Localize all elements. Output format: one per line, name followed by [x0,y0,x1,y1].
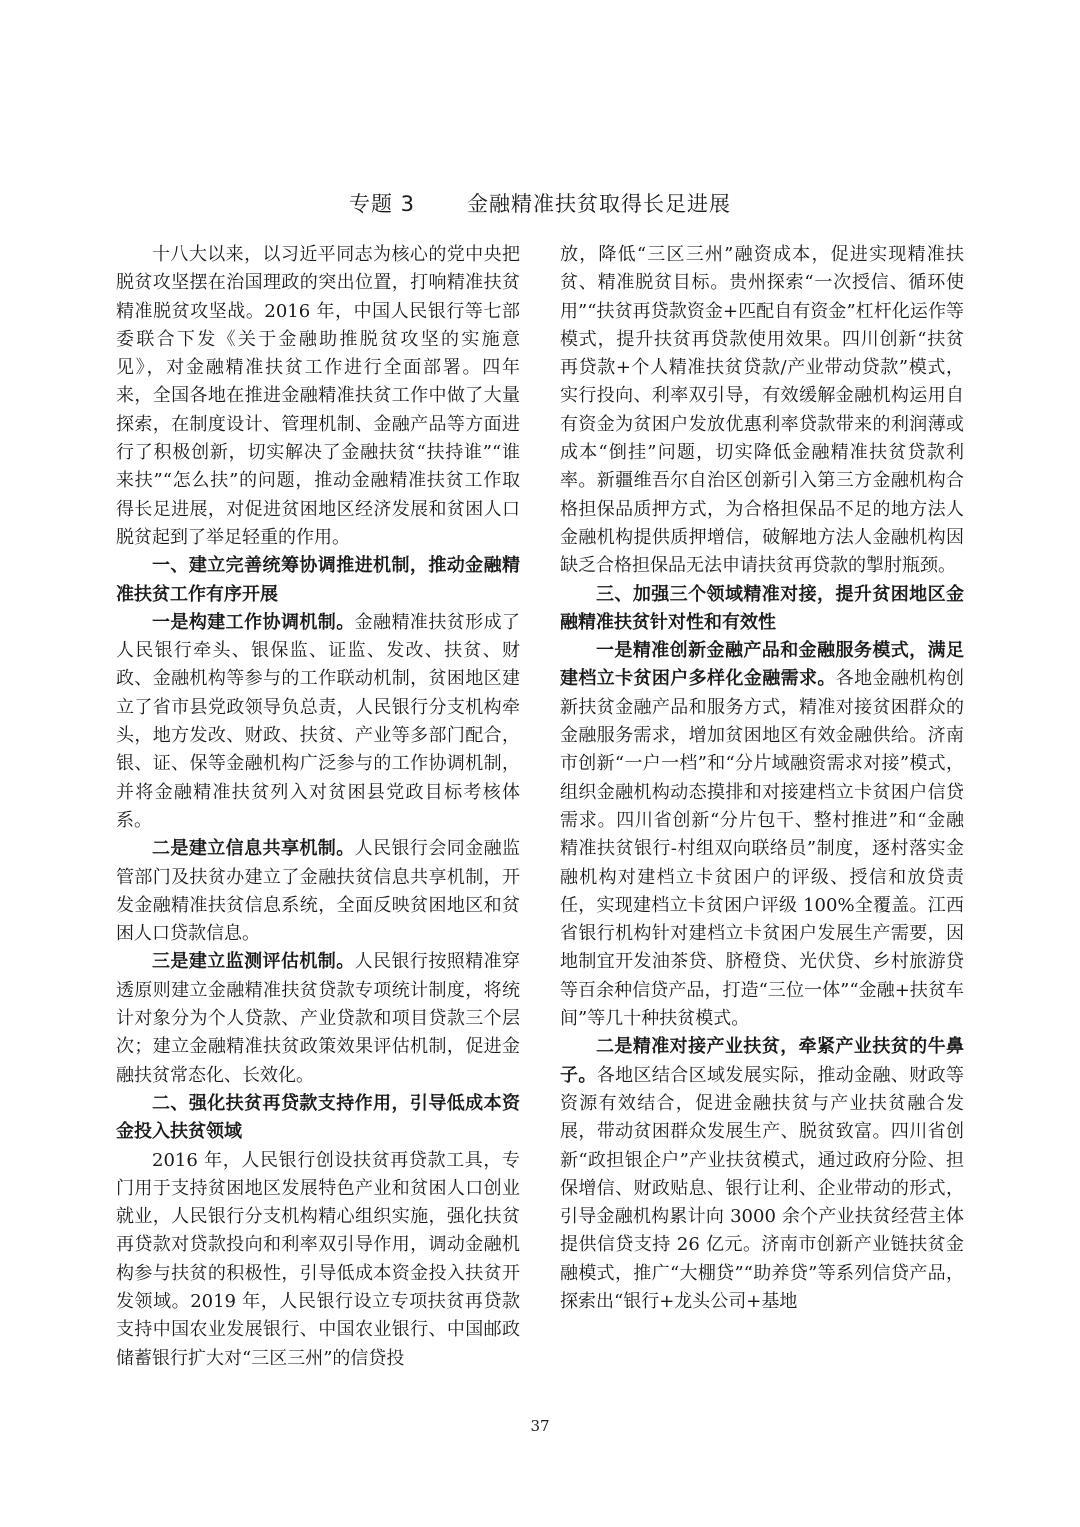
paragraph-relending: 2016 年，人民银行创设扶贫再贷款工具，专门用于支持贫困地区发展特色产业和贫困人口创业就业，人民银行分支机构精心组织实施，强化扶贫再贷款对贷款投向和利率双引导作用，调动金融机构参与扶贫的积极性，引导低成本资金投入扶贫开发领域。2019 年，人民银行设立专项扶贫再贷款支持中国农业发展银行、中国农业银行、中国邮政储蓄银行扩大对“三区三州”的信贷投 [116,1149,520,1369]
intro-paragraph: 十八大以来，以习近平同志为核心的党中央把脱贫攻坚摆在治国理政的突出位置，打响精准扶贫精准脱贫攻坚战。2016 年，中国人民银行等七部委联合下发《关于金融助推脱贫攻坚的实施意见》，对金融精准扶贫工作进行全面部署。四年来，全国各地在推进金融精准扶贫工作中做了大量探索，在制度设计、管理机制、金融产品等方面进行了积极创新，切实解决了金融扶贫“扶持谁”“谁来扶”“怎么扶”的问题，推动金融精准扶贫工作取得长足进展，对促进贫困地区经济发展和贫困人口脱贫起到了举足轻重的作用。 [116,244,520,548]
right-column [560,241,964,1316]
lead-phrase: 三是建立监测评估机制。 [152,951,355,973]
paragraph-relending-continued: 放，降低“三区三州”融资成本，促进实现精准扶贫、精准脱贫目标。贵州探索“一次授信、循环使用”“扶贫再贷款资金+匹配自有资金”杠杆化运作等模式，提升扶贫再贷款使用效果。四川创新“扶贫再贷款+个人精准扶贫贷款/产业带动贷款”模式，实行投向、利率双引导，有效缓解金融机构运用自有资金为贫困户发放优惠利率贷款带来的利润薄或成本“倒挂”问题，切实降低金融精准扶贫贷款利率。新疆维吾尔自治区创新引入第三方金融机构合格担保品质押方式，为合格担保品不足的地方法人金融机构提供质押增信，破解地方法人金融机构因缺乏合格担保品无法申请扶贫再贷款的掣肘瓶颈。 [560,244,964,577]
lead-phrase: 二是建立信息共享机制。 [152,838,355,860]
lead-phrase: 一是精准创新金融产品和金融服务模式，满足建档立卡贫困户多样化金融需求。 [560,640,964,690]
paragraph-body: 各地金融机构创新扶贫金融产品和服务方式，精准对接贫困群众的金融服务需求，增加贫困地区有效金融供给。济南市创新“一户一档”和“分片域融资需求对接”模式，组织金融机构动态摸排和对接建档立卡贫困户信贷需求。四川省创新“分片包干、整村推进”和“金融精准扶贫银行-村组双向联络员”制度，逐村落实金融机构对建档立卡贫困户的评级、授信和放贷责任，实现建档立卡贫困户评级 100%全覆盖。江西省银行机构针对建档立卡贫困户发展生产需要，因地制宜开发油茶贷、脐橙贷、光伏贷、乡村旅游贷等百余种信贷产品，打造“三位一体”“金融+扶贫车间”等几十种扶贫模式。 [560,668,965,1030]
topic-label: 专题 3 [348,192,416,216]
left-column [116,241,520,1373]
page-title [0,188,1080,218]
section-heading-3: 三、加强三个领域精准对接，提升贫困地区金融精准扶贫针对性和有效性 [560,583,964,633]
lead-phrase: 二是精准对接产业扶贫，牵紧产业扶贫的牛鼻子。 [560,1036,964,1086]
paragraph-body: 金融精准扶贫形成了人民银行牵头、银保监、证监、发改、扶贫、财政、金融机构等参与的工作联动机制，贫困地区建立了省市县党政领导负总责，人民银行分支机构牵头，地方发改、财政、扶贫、产业等多部门配合，银、证、保等金融机构广泛参与的工作协调机制，并将金融精准扶贫列入对贫困县党政目标考核体系。 [116,611,521,831]
paragraph-coordination [116,609,520,835]
paragraph-body: 人民银行按照精准穿透原则建立金融精准扶贫贷款专项统计制度，将统计对象分为个人贷款、产业贷款和项目贷款三个层次；建立金融精准扶贫政策效果评估机制，促进金融扶贫常态化、长效化。 [116,951,521,1086]
section-heading-2: 二、强化扶贫再贷款支持作用，引导低成本资金投入扶贫领域 [116,1092,520,1143]
page-number: 37 [530,1417,550,1435]
paragraph-monitoring [116,948,520,1089]
paragraph-industry-poverty [560,1033,964,1316]
paragraph-info-sharing [116,835,520,948]
paragraph-body: 人民银行会同金融监管部门及扶贫办建立了金融扶贫信息共享机制，开发金融精准扶贫信息系统，全面反映贫困地区和贫困人口贷款信息。 [116,838,521,945]
paragraph-body: 各地区结合区域发展实际，推动金融、财政等资源有效结合，促进金融扶贫与产业扶贫融合发展，带动贫困群众发展生产、脱贫致富。四川省创新“政担银企户”产业扶贫模式，通过政府分险、担保增信、财政贴息、银行让利、企业带动的形式，引导金融机构累计向 3000 余个产业扶贫经营主体提供信贷支持 26 亿元。济南市创新产业链扶贫金融模式，推广“大棚贷”“助养贷”等系列信贷产品，探索出“银行+龙头公司+基地 [560,1064,965,1312]
lead-phrase: 一是构建工作协调机制。 [152,611,355,633]
paragraph-financial-products [560,637,964,1033]
topic-title: 金融精准扶贫取得长足进展 [467,192,732,216]
section-heading-1: 一、建立完善统筹协调推进机制，推动金融精准扶贫工作有序开展 [116,555,520,605]
